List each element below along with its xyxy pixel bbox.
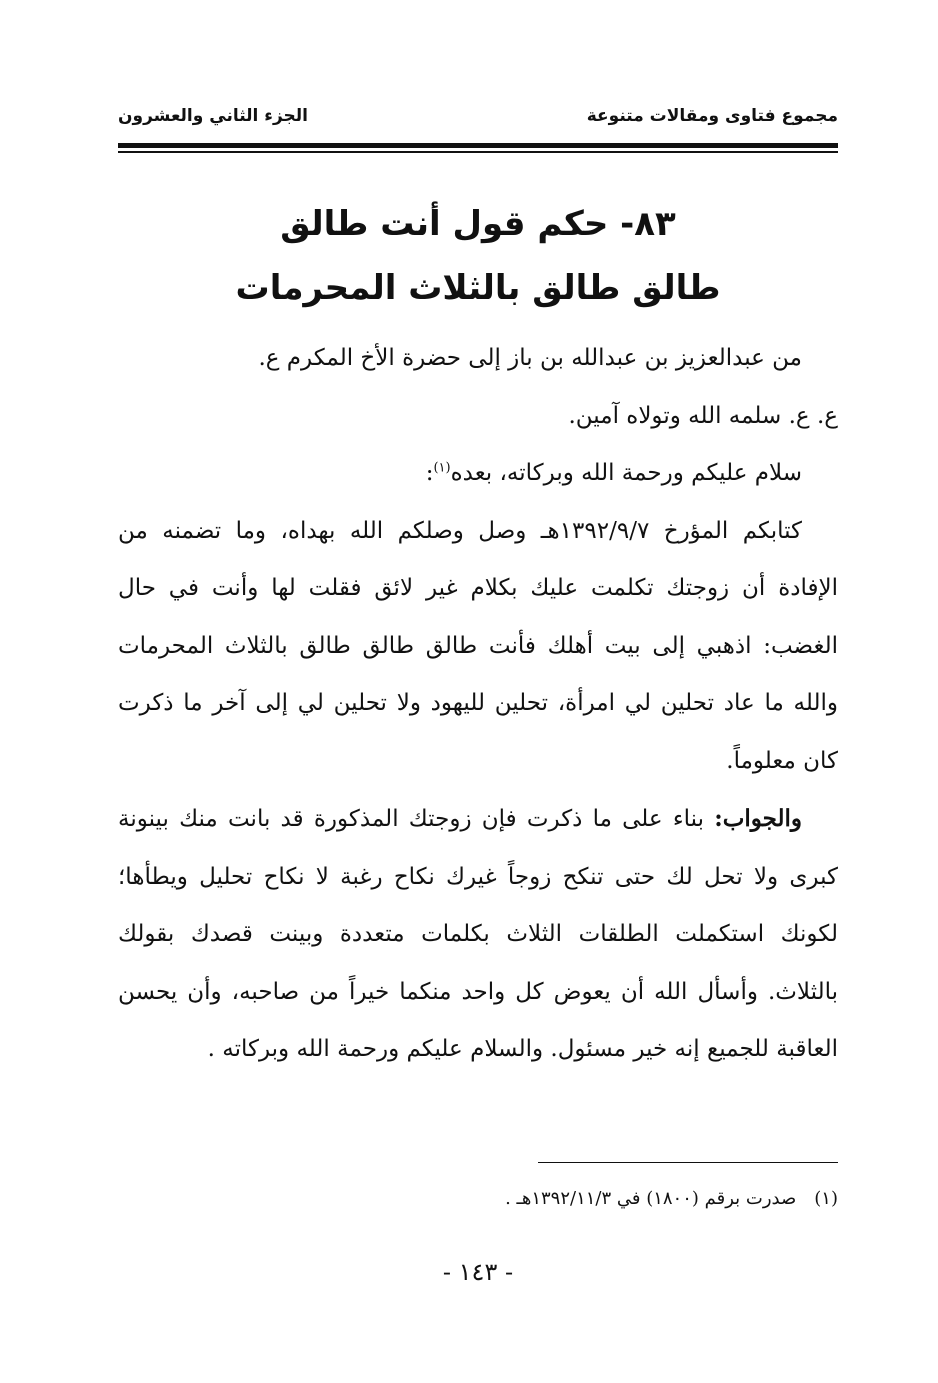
book-title: مجموع فتاوى ومقالات متنوعة — [586, 106, 838, 126]
header-rule-thin — [118, 151, 838, 153]
title-line-2: طالق طالق بالثلاث المحرمات — [235, 268, 721, 308]
question-paragraph: كتابكم المؤرخ ١٣٩٢/٩/٧هـ وصل وصلكم الله بهداه، وما تضمنه من الإفادة أن زوجتك تكلمت عليك بكلام غير لائق فقلت لها وأنت في حال الغضب: اذهبي إلى بيت أهلك فأنت طالق طالق طالق بالثلاث المحرمات والله ما عاد تحلين لي امرأة، تحلين لليهود ولا تحلين لي إلى آخر ما ذكرت كان معلوماً. — [118, 517, 838, 774]
footnote-text: صدرت برقم (١٨٠٠) في ١٣٩٢/١١/٣هـ . — [505, 1188, 797, 1209]
answer-label: والجواب: — [714, 805, 802, 832]
document-page — [118, 0, 838, 1383]
sender-line: من عبدالعزيز بن عبدالله بن باز إلى حضرة الأخ المكرم ع. — [258, 345, 802, 371]
footnote-rule — [538, 1162, 838, 1163]
page-number: - ١٤٣ - — [442, 1258, 514, 1286]
answer-paragraph — [118, 790, 838, 1079]
fatwa-title — [118, 192, 838, 320]
greeting-paragraph — [118, 445, 838, 503]
fatwa-body — [118, 330, 838, 1079]
answer-text: بناء على ما ذكرت فإن زوجتك المذكورة قد بانت منك بينونة كبرى ولا تحل لك حتى تنكح زوجاً غيرك نكاح رغبة لا نكاح تحليل ويطأها؛ لكونك استكملت الطلقات الثلاث بكلمات متعددة وبينت قصدك بقولك بالثلاث. وأسأل الله أن يعوض كل واحد منكما خيراً من صاحبه، وأن يحسن العاقبة للجميع إنه خير مسئول. والسلام عليكم ورحمة الله وبركاته . — [118, 806, 838, 1062]
title-line-1: ٨٣- حكم قول أنت طالق — [280, 204, 676, 244]
recipient-line: ع. ع. سلمه الله وتولاه آمين. — [568, 402, 838, 429]
greeting-colon: : — [425, 460, 434, 486]
footnote-reference: (١) — [433, 460, 451, 476]
volume-label: الجزء الثاني والعشرون — [118, 106, 309, 126]
footnote — [118, 1185, 838, 1213]
footnote-marker: (١) — [814, 1188, 838, 1209]
greeting-text: سلام عليكم ورحمة الله وبركاته، بعده — [450, 460, 802, 486]
header-rule-thick — [118, 143, 838, 148]
running-header — [118, 106, 838, 140]
